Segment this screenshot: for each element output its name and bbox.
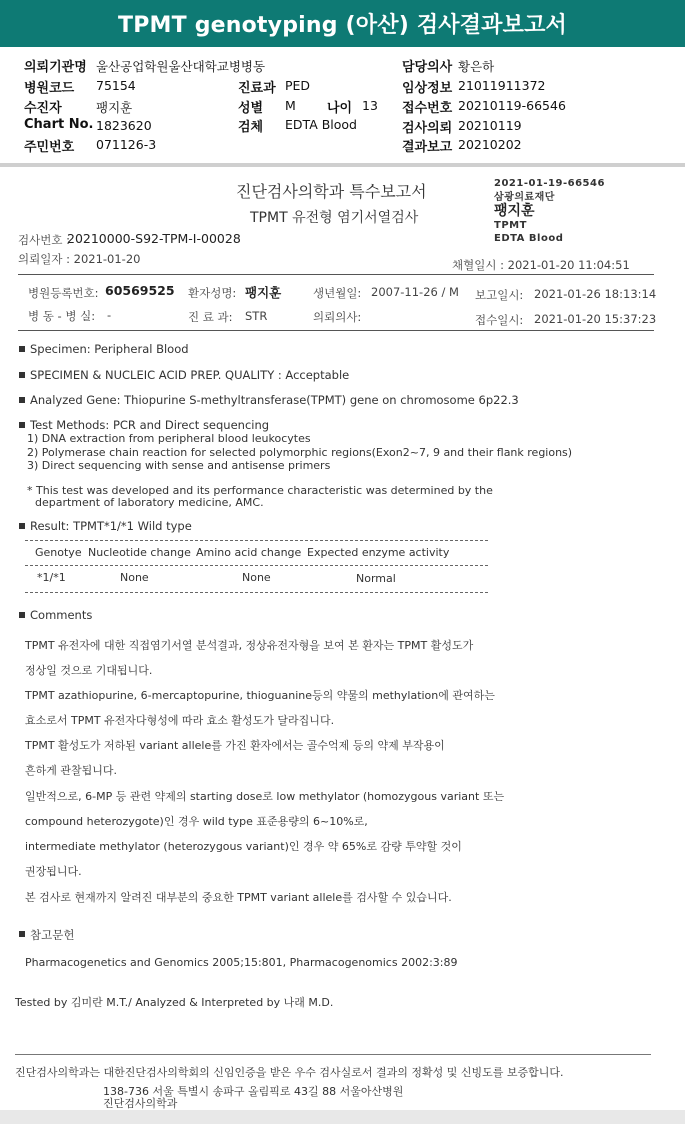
references: Pharmacogenetics and Genomics 2005;15:801, Pharmacogenomics 2002:3:89	[25, 956, 458, 969]
dept-label-r: 진 료 과:	[188, 310, 233, 324]
rrn-label: 주민번호	[24, 140, 75, 155]
request-date: 의뢰일자 : 2021-01-20	[18, 252, 141, 266]
ward-value: -	[107, 308, 112, 322]
reg-no-value: 60569525	[105, 283, 175, 298]
rule	[18, 330, 654, 331]
receipt-label: 접수번호	[402, 101, 453, 116]
comment-line: compound heterozygote)인 경우 wild type 표준용량의 6~10%로,	[25, 815, 368, 828]
rrn-value: 071126-3	[96, 137, 157, 152]
table-header: Nucleotide change	[88, 546, 191, 559]
institution-label: 의뢰기관명	[24, 60, 87, 75]
comment-line: 흔하게 관찰됩니다.	[25, 764, 118, 777]
clinical-value: 21011911372	[458, 78, 546, 93]
stamp-line-2: 삼광의료재단	[494, 192, 555, 203]
table-rule	[25, 592, 488, 593]
report-date-value: 20210202	[458, 137, 522, 152]
collect-date: 채혈일시 : 2021-01-20 11:04:51	[452, 258, 630, 272]
table-cell: Normal	[356, 572, 396, 585]
references-title: 참고문헌	[30, 928, 75, 942]
comment-line: TPMT 유전자에 대한 직접염기서열 분석결과, 정상유전자형을 보여 본 환자는 TPMT 활성도가	[25, 639, 474, 652]
sex-label: 성별	[238, 101, 264, 116]
table-cell: None	[120, 571, 149, 584]
quality-line: SPECIMEN & NUCLEIC ACID PREP. QUALITY : Acceptable	[30, 368, 350, 382]
method-2: 2) Polymerase chain reaction for selected polymorphic regions(Exon2~7, 9 and their flank regions)	[27, 446, 573, 459]
comment-line: TPMT 활성도가 저하된 variant allele를 가진 환자에서는 골수억제 등의 약제 부작용이	[25, 739, 445, 752]
age-value: 13	[362, 98, 378, 113]
receipt-dt-value: 2021-01-20 15:37:23	[534, 312, 657, 326]
test-no-label: 검사번호 :	[18, 233, 70, 247]
chart-value: 1823620	[96, 118, 152, 133]
test-no-value: 20210000-S92-TPM-I-00028	[67, 231, 241, 246]
footer-address: 138-736 서울 특별시 송파구 올림픽로 43길 88 서울아산병원	[103, 1085, 404, 1098]
stamp-line-1: 2021-01-19-66546	[494, 178, 605, 189]
table-header: Genotye	[35, 546, 82, 559]
specimen-value: EDTA Blood	[285, 117, 357, 132]
dept-value: PED	[285, 78, 311, 93]
report-dt-label: 보고일시:	[475, 288, 524, 302]
rule	[15, 1054, 651, 1055]
patient-name-label: 환자성명:	[188, 286, 237, 300]
stamp-line-4: EDTA Blood	[494, 233, 564, 244]
bullet-icon	[19, 931, 25, 937]
comment-line: 권장됩니다.	[25, 865, 82, 878]
sex-value: M	[285, 98, 296, 113]
table-rule	[25, 565, 488, 566]
receipt-value: 20210119-66546	[458, 98, 566, 113]
bullet-icon	[19, 346, 25, 352]
dob-label: 생년월일:	[313, 286, 362, 300]
note-line-1: * This test was developed and its performance characteristic was determined by the	[27, 484, 493, 497]
request-value: 20210119	[458, 118, 522, 133]
bullet-icon	[19, 523, 25, 529]
request-label: 검사의뢰	[402, 121, 453, 136]
table-header: Expected enzyme activity	[307, 546, 450, 559]
comment-line: 본 검사로 현재까지 알려진 대부분의 중요한 TPMT variant allele를 검사할 수 있습니다.	[25, 891, 452, 904]
comments-title: Comments	[30, 608, 93, 622]
method-1: 1) DNA extraction from peripheral blood leukocytes	[27, 432, 311, 445]
hospital-code-label: 병원코드	[24, 81, 75, 96]
hospital-code-value: 75154	[96, 78, 136, 93]
dept-value-r: STR	[245, 309, 268, 323]
bullet-icon	[19, 372, 25, 378]
patient-name-value: 팽지훈	[245, 285, 282, 300]
footer-certification: 진단검사의학과는 대한진단검사의학회의 신임인증을 받은 우수 검사실로서 결과의 정확성 및 신빙도를 보증합니다.	[15, 1066, 564, 1079]
note-line-2: department of laboratory medicine, AMC.	[35, 496, 264, 509]
receipt-dt-label: 접수일시:	[475, 313, 524, 327]
methods-title: Test Methods: PCR and Direct sequencing	[30, 418, 270, 432]
stamp-name: 팽지훈	[494, 203, 535, 219]
result-line: Result: TPMT*1/*1 Wild type	[30, 519, 192, 533]
table-rule	[25, 540, 488, 541]
comment-line: intermediate methylator (heterozygous variant)인 경우 약 65%로 감량 투약할 것이	[25, 840, 462, 853]
institution-value: 울산공업학원울산대학교병병동	[96, 59, 266, 74]
gene-line: Analyzed Gene: Thiopurine S-methyltransferase(TPMT) gene on chromosome 6p22.3	[30, 393, 519, 407]
bullet-icon	[19, 397, 25, 403]
bottom-band	[0, 1110, 685, 1124]
bullet-icon	[19, 422, 25, 428]
stamp-line-3: TPMT	[494, 220, 527, 231]
report-title: 진단검사의학과 특수보고서	[236, 182, 427, 201]
page-title: TPMT genotyping (아산) 검사결과보고서	[118, 13, 567, 38]
report-date-label: 결과보고	[402, 140, 453, 155]
title-bar	[0, 0, 685, 47]
doctor-label-r: 의뢰의사:	[313, 310, 362, 324]
doctor-value: 황은하	[458, 59, 495, 74]
report-subtitle: TPMT 유전형 염기서열검사	[250, 210, 419, 226]
clinical-label: 임상정보	[402, 81, 453, 96]
table-header: Amino acid change	[196, 546, 302, 559]
comment-line: 효소로서 TPMT 유전자다형성에 따라 효소 활성도가 달라집니다.	[25, 714, 335, 727]
comment-line: 일반적으로, 6-MP 등 관련 약제의 starting dose로 low methylator (homozygous variant 또는	[25, 790, 505, 803]
specimen-label: 검체	[238, 120, 264, 135]
report-dt-value: 2021-01-26 18:13:14	[534, 287, 657, 301]
table-cell: *1/*1	[37, 571, 66, 584]
name-value: 팽지훈	[96, 100, 133, 115]
footer-dept: 진단검사의학과	[103, 1097, 178, 1110]
table-cell: None	[242, 571, 271, 584]
comment-line: 정상일 것으로 기대됩니다.	[25, 664, 153, 677]
dept-label: 진료과	[238, 81, 276, 96]
doctor-label: 담당의사	[402, 60, 453, 75]
tested-by: Tested by 김미란 M.T./ Analyzed & Interpreted by 나래 M.D.	[15, 996, 334, 1009]
age-label: 나이	[327, 101, 353, 116]
bullet-icon	[19, 612, 25, 618]
ward-label: 병 동 - 병 실:	[28, 309, 96, 323]
rule	[18, 274, 654, 275]
dob-value: 2007-11-26 / M	[371, 285, 459, 299]
divider	[0, 163, 685, 167]
specimen-line: Specimen: Peripheral Blood	[30, 342, 189, 356]
name-label: 수진자	[24, 101, 62, 116]
chart-label: Chart No.	[24, 117, 94, 132]
comment-line: TPMT azathiopurine, 6-mercaptopurine, thioguanine등의 약물의 methylation에 관여하는	[25, 689, 495, 702]
method-3: 3) Direct sequencing with sense and antisense primers	[27, 459, 331, 472]
reg-no-label: 병원등록번호:	[28, 286, 99, 300]
